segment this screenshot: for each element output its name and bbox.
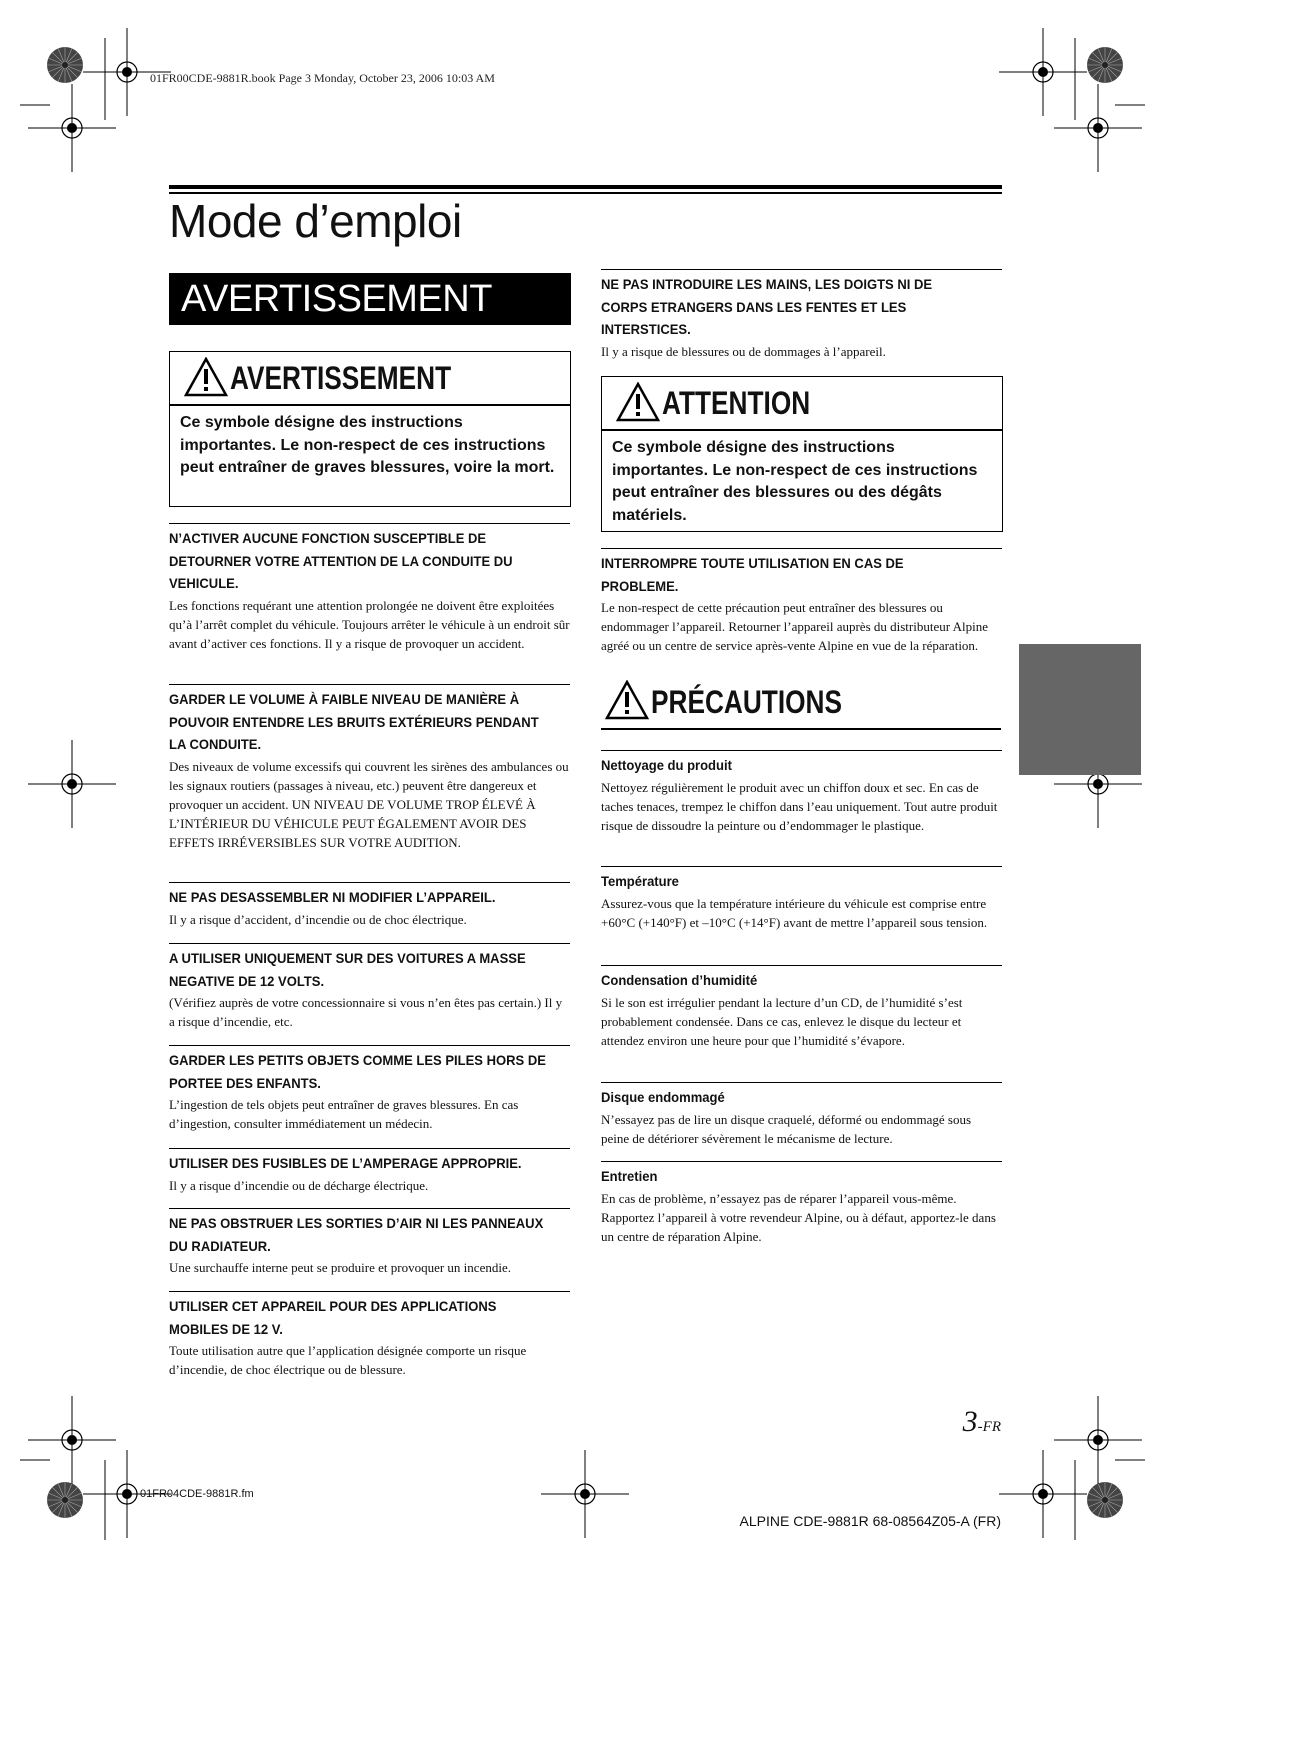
section-rule xyxy=(601,1082,1002,1083)
warning-triangle-icon xyxy=(605,680,649,720)
precautions-title: PRÉCAUTIONS xyxy=(651,684,842,720)
warning-box xyxy=(169,351,571,507)
section-heading: Nettoyage du produit xyxy=(601,757,732,773)
section-body: Il y a risque d’accident, d’incendie ou de choc électrique. xyxy=(169,911,467,927)
section-body: N’essayez pas de lire un disque craquelé, déformé ou endommagé sous peine de détériorer sévèrement le mécanisme de lecture. xyxy=(601,1111,972,1146)
section-12v-ground xyxy=(169,943,570,1031)
footer-model: ALPINE CDE-9881R 68-08564Z05-A (FR) xyxy=(739,1513,1001,1529)
section-maintenance xyxy=(601,1161,1002,1246)
section-air-vents xyxy=(169,1208,570,1277)
section-body: Nettoyez régulièrement le produit avec un chiffon doux et sec. En cas de taches tenaces, trempez le chiffon dans l’eau uniquement. Tout autre produit risque de dissoudre la peinture ou d’endommager le plastique. xyxy=(601,779,998,833)
section-body: Toute utilisation autre que l’application désignée comporte un risque d’incendie, de choc électrique ou de blessure. xyxy=(169,1343,527,1377)
section-damaged-disc xyxy=(601,1082,1002,1148)
section-body: Les fonctions requérant une attention prolongée ne doivent être exploitées qu’à l’arrêt complet du véhicule. Toujours arrêter le véhicule à un endroit sûr avant d’activer ces fonctions. Il y a risque de provoquer un accident. xyxy=(169,597,570,651)
section-condensation xyxy=(601,965,1002,1050)
section-rule xyxy=(601,1161,1002,1162)
section-heading: Température xyxy=(601,873,679,889)
section-rule xyxy=(169,684,570,685)
section-rule xyxy=(601,965,1002,966)
section-rule xyxy=(601,548,1002,549)
attention-box-text: Ce symbole désigne des instructions importantes. Le non-respect de ces instructions peut entraîner des blessures ou des dégâts matériels. xyxy=(612,439,978,524)
section-rule xyxy=(169,1148,570,1149)
section-body: Une surchauffe interne peut se produire et provoquer un incendie. xyxy=(169,1260,511,1275)
section-body: Il y a risque de blessures ou de dommages à l’appareil. xyxy=(601,343,886,359)
section-body: Le non-respect de cette précaution peut entraîner des blessures ou endommager l’appareil. Retourner l’appareil auprès du distributeur Alpine agréé ou un centre de service après-vente Alpine en vue de la réparation. xyxy=(601,600,988,653)
section-heading: GARDER LE VOLUME À FAIBLE NIVEAU DE MANIÈRE À POUVOIR ENTENDRE LES BRUITS EXTÉRIEURS PENDANT LA CONDUITE. xyxy=(169,691,539,752)
section-rule xyxy=(601,269,1002,270)
attention-box xyxy=(601,376,1003,532)
section-heading: UTILISER DES FUSIBLES DE L’AMPERAGE APPROPRIE. xyxy=(169,1155,522,1171)
section-temperature xyxy=(601,866,1002,932)
section-heading: Condensation d’humidité xyxy=(601,972,758,988)
warning-box-header xyxy=(170,352,570,406)
section-interrupt xyxy=(601,548,1002,655)
section-body: Assurez-vous que la température intérieure du véhicule est comprise entre +60°C (+140°F) et –10°C (+14°F) avant de mettre l’appareil sous tension. xyxy=(601,895,988,930)
section-mobile-use xyxy=(169,1291,570,1379)
section-body: L’ingestion de tels objets peut entraîner de graves blessures. En cas d’ingestion, consulter immédiatement un médecin. xyxy=(169,1097,519,1131)
avertissement-banner: AVERTISSEMENT xyxy=(169,273,571,325)
section-body: En cas de problème, n’essayez pas de réparer l’appareil vous-même. Rapportez l’appareil à votre revendeur Alpine, ou à défaut, apportez-le dans un centre de réparation Alpine. xyxy=(601,1190,996,1244)
section-disassemble xyxy=(169,882,570,929)
section-heading: UTILISER CET APPAREIL POUR DES APPLICATIONS MOBILES DE 12 V. xyxy=(169,1298,497,1337)
section-fuses xyxy=(169,1148,570,1195)
section-heading: NE PAS DESASSEMBLER NI MODIFIER L’APPAREIL. xyxy=(169,889,496,905)
section-heading: A UTILISER UNIQUEMENT SUR DES VOITURES A MASSE NEGATIVE DE 12 VOLTS. xyxy=(169,950,526,989)
section-rule xyxy=(169,1208,570,1209)
attention-box-title: ATTENTION xyxy=(662,385,811,421)
section-heading: Entretien xyxy=(601,1168,658,1184)
section-heading: INTERROMPRE TOUTE UTILISATION EN CAS DE PROBLEME. xyxy=(601,555,904,594)
warning-box-title: AVERTISSEMENT xyxy=(230,360,452,396)
section-body: Il y a risque d’incendie ou de décharge électrique. xyxy=(169,1177,429,1193)
warning-triangle-icon xyxy=(184,357,228,397)
section-rule xyxy=(169,1045,570,1046)
section-body: Si le son est irrégulier pendant la lecture d’un CD, de l’humidité s’est probablement condensée. Dans ce cas, enlevez le disque du lecteur et attendez environ une heure pour que l’humidité s’évapore. xyxy=(601,994,963,1048)
section-body: (Vérifiez auprès de votre concessionnaire si vous n’en êtes pas certain.) Il y a risque d’incendie, etc. xyxy=(169,995,563,1029)
footer-file: 01FR04CDE-9881R.fm xyxy=(140,1488,254,1500)
book-header: 01FR00CDE-9881R.book Page 3 Monday, October 23, 2006 10:03 AM xyxy=(150,71,495,85)
warning-box-text: Ce symbole désigne des instructions importantes. Le non-respect de ces instructions peut entraîner de graves blessures, voire la mort. xyxy=(180,414,555,476)
section-rule xyxy=(169,1291,570,1292)
chapter-tab xyxy=(1019,644,1141,775)
page-number: 3-FR xyxy=(962,1405,1001,1438)
section-distraction xyxy=(169,523,570,653)
section-cleaning xyxy=(601,750,1002,835)
precautions-header xyxy=(601,676,1001,730)
section-heading: GARDER LES PETITS OBJETS COMME LES PILES HORS DE PORTEE DES ENFANTS. xyxy=(169,1052,546,1091)
page-title: Mode d’emploi xyxy=(169,195,462,247)
section-heading: Disque endommagé xyxy=(601,1089,725,1105)
section-rule xyxy=(169,943,570,944)
section-fingers xyxy=(601,269,1002,361)
section-small-objects xyxy=(169,1045,570,1133)
attention-box-header xyxy=(602,377,1002,431)
section-body: Des niveaux de volume excessifs qui couvrent les sirènes des ambulances ou les signaux routiers (passages à niveau, etc.) peuvent être dangereux et provoquer un accident. UN NIVEAU DE VOLUME TROP ÉLEVÉ À L’INTÉRIEUR DU VÉHICULE PEUT ÉGALEMENT AVOIR DES EFFETS IRRÉVERSIBLES SUR VOTRE AUDITION. xyxy=(169,758,569,850)
section-rule xyxy=(601,866,1002,867)
section-heading: NE PAS INTRODUIRE LES MAINS, LES DOIGTS NI DE CORPS ETRANGERS DANS LES FENTES ET LES INTERSTICES. xyxy=(601,276,933,337)
section-rule xyxy=(601,750,1002,751)
section-rule xyxy=(169,882,570,883)
section-rule xyxy=(169,523,570,524)
section-heading: N’ACTIVER AUCUNE FONCTION SUSCEPTIBLE DE DETOURNER VOTRE ATTENTION DE LA CONDUITE DU VEHICULE. xyxy=(169,530,513,591)
section-heading: NE PAS OBSTRUER LES SORTIES D’AIR NI LES PANNEAUX DU RADIATEUR. xyxy=(169,1215,544,1254)
section-volume xyxy=(169,684,570,852)
title-rule-thick xyxy=(169,185,1002,189)
warning-triangle-icon xyxy=(616,382,660,422)
